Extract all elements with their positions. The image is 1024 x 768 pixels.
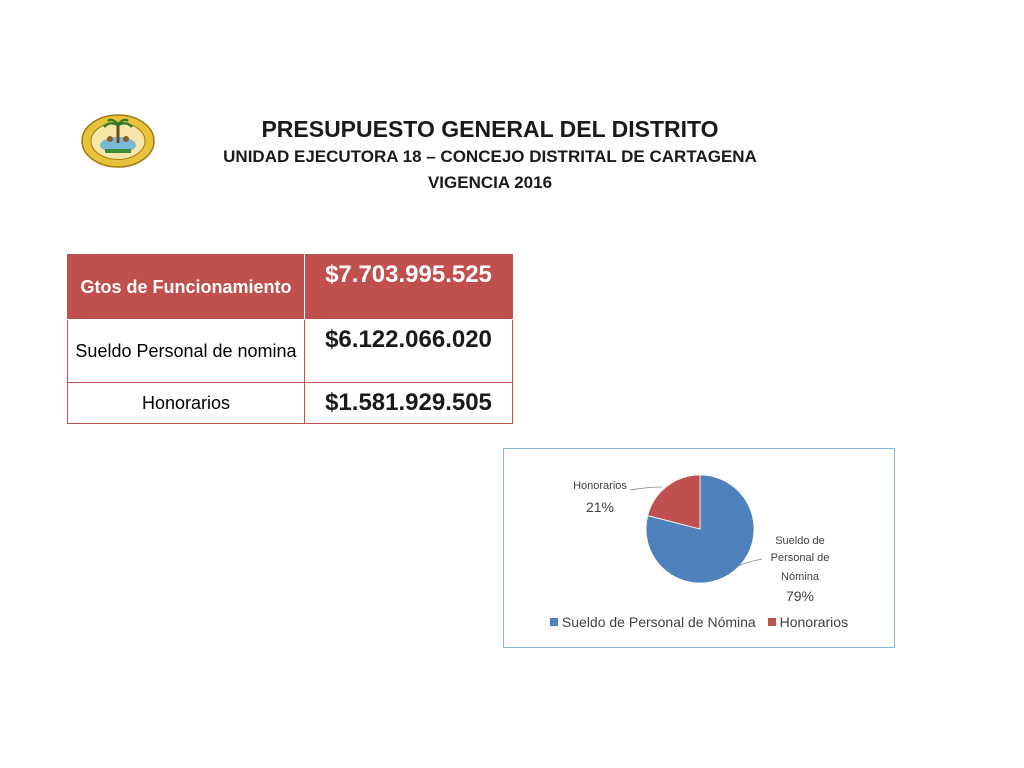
budget-table [67,254,513,424]
page-title: PRESUPUESTO GENERAL DEL DISTRITO [261,116,719,142]
table-row [68,320,513,383]
legend-swatch [768,618,776,626]
table-cell-label: Sueldo Personal de nomina [68,320,305,383]
table-cell-label: Gtos de Funcionamiento [68,255,305,320]
data-label-pct-sueldo: 79% [785,588,815,604]
table-cell-amount: $1.581.929.505 [305,383,513,424]
page-heading [180,114,800,196]
legend-swatch [550,618,558,626]
table-cell-label: Honorarios [68,383,305,424]
table-row-header [68,255,513,320]
table-row [68,383,513,424]
legend-item-honorarios: Honorarios [768,614,848,630]
data-label-name-honorarios: Honorarios [573,480,627,492]
page-subtitle: UNIDAD EJECUTORA 18 – CONCEJO DISTRITAL DE CARTAGENA [223,147,757,166]
page-period: VIGENCIA 2016 [427,173,553,192]
cartagena-seal-logo [80,113,156,169]
table-cell-amount: $6.122.066.020 [305,320,513,383]
table-cell-amount: $7.703.995.525 [305,255,513,320]
pie-chart [503,448,895,648]
chart-legend [504,614,894,630]
data-label-pct-honorarios: 21% [585,499,615,515]
legend-item-sueldo: Sueldo de Personal de Nómina [550,614,756,630]
data-label-name-sueldo: Sueldo de Personal de Nómina [770,535,830,583]
